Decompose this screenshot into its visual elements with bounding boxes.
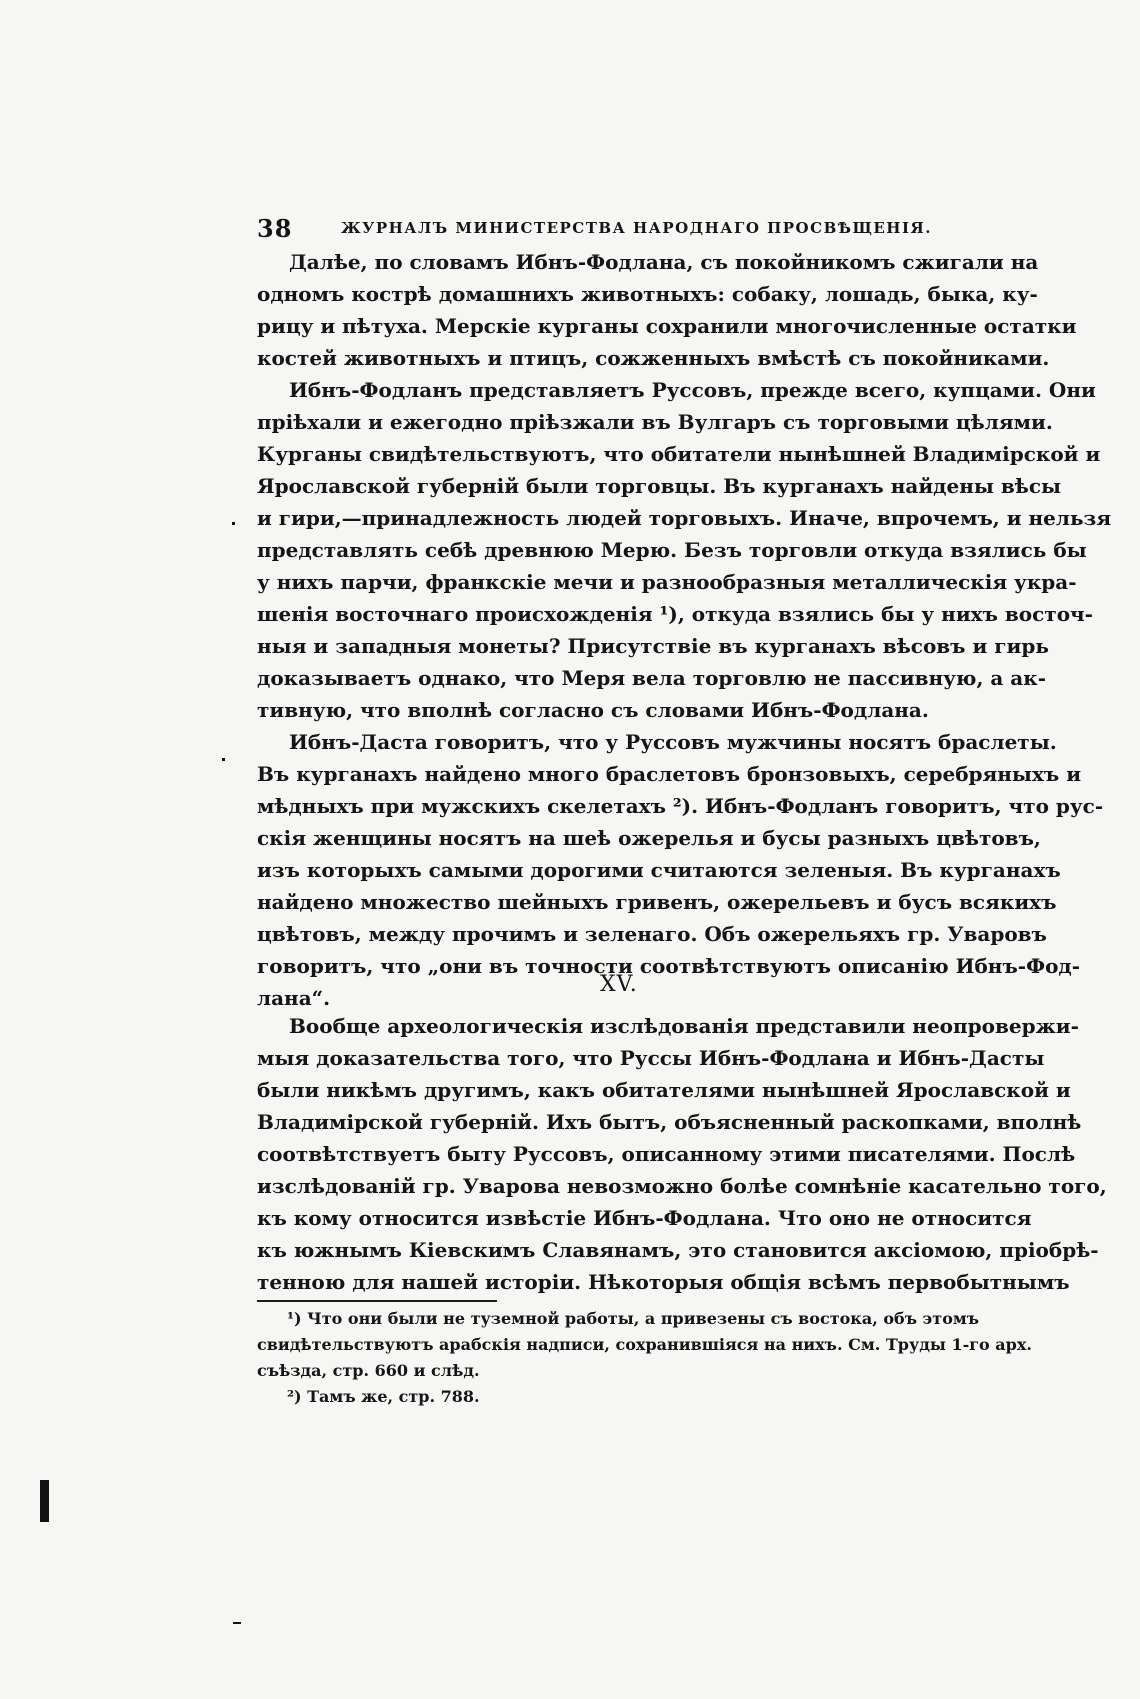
scan-speck <box>232 522 235 525</box>
section-heading: XV. <box>600 972 638 997</box>
text-line: ныя и западныя монеты? Присутствіе въ курганахъ вѣсовъ и гирь <box>257 634 1049 658</box>
text-line: пріѣхали и ежегодно пріѣзжали въ Вулгаръ съ торговыми цѣлями. <box>257 410 1053 434</box>
scan-speck <box>233 1622 241 1624</box>
text-line: найдено множество шейныхъ гривенъ, ожерельевъ и бусъ всякихъ <box>257 890 1057 914</box>
scan-margin-artifact <box>40 1480 49 1522</box>
text-line: къ кому относится извѣстіе Ибнъ-Фодлана. Что оно не относится <box>257 1206 1032 1230</box>
text-line: цвѣтовъ, между прочимъ и зеленаго. Объ ожерельяхъ гр. Уваровъ <box>257 922 1047 946</box>
body-text-before-section <box>257 246 1112 1014</box>
text-line: и гири,—принадлежность людей торговыхъ. Иначе, впрочемъ, и нельзя <box>257 506 1112 530</box>
text-line: у нихъ парчи, франкскіе мечи и разнообразныя металлическія укра- <box>257 570 1077 594</box>
text-line: доказываетъ однако, что Меря вела торговлю не пассивную, а ак- <box>257 666 1046 690</box>
text-line: костей животныхъ и птицъ, сожженныхъ вмѣстѣ съ покойниками. <box>257 346 1050 370</box>
text-line: Ибнъ-Фодланъ представляетъ Руссовъ, прежде всего, купцами. Они <box>289 378 1096 402</box>
footnote-line: ²) Тамъ же, стр. 788. <box>287 1387 480 1406</box>
text-line: Курганы свидѣтельствуютъ, что обитатели нынѣшней Владимірской и <box>257 442 1101 466</box>
text-line: тивную, что вполнѣ согласно съ словами Ибнъ-Фодлана. <box>257 698 929 722</box>
text-line: Ибнъ-Даста говоритъ, что у Руссовъ мужчины носятъ браслеты. <box>289 730 1057 754</box>
text-line: мѣдныхъ при мужскихъ скелетахъ ²). Ибнъ-Фодланъ говоритъ, что рус- <box>257 794 1104 818</box>
text-line: Ярославской губерній были торговцы. Въ курганахъ найдены вѣсы <box>257 474 1062 498</box>
text-line: изъ которыхъ самыми дорогими считаются зеленыя. Въ курганахъ <box>257 858 1061 882</box>
text-line: Далѣе, по словамъ Ибнъ-Фодлана, съ покойникомъ сжигали на <box>289 250 1039 274</box>
text-line: тенною для нашей исторіи. Нѣкоторыя общія всѣмъ первобытнымъ <box>257 1270 1070 1294</box>
footnote-line: съѣзда, стр. 660 и слѣд. <box>257 1361 480 1380</box>
text-line: изслѣдованій гр. Уварова невозможно болѣе сомнѣніе касательно того, <box>257 1174 1107 1198</box>
text-line: Владимірской губерній. Ихъ бытъ, объясненный раскопками, вполнѣ <box>257 1110 1082 1134</box>
footnote-line: свидѣтельствуютъ арабскія надписи, сохранившіяся на нихъ. См. Труды 1-го арх. <box>257 1335 1032 1354</box>
text-line: лана“. <box>257 986 331 1010</box>
page-header <box>257 214 999 244</box>
text-line: были никѣмъ другимъ, какъ обитателями нынѣшней Ярославской и <box>257 1078 1071 1102</box>
text-line: Вообще археологическія изслѣдованія представили неопровержи- <box>289 1014 1079 1038</box>
body-text-after-section <box>257 1010 1107 1298</box>
text-line: скія женщины носятъ на шеѣ ожерелья и бусы разныхъ цвѣтовъ, <box>257 826 1041 850</box>
page-number: 38 <box>257 214 293 243</box>
text-line: одномъ кострѣ домашнихъ животныхъ: собаку, лошадь, быка, ку- <box>257 282 1038 306</box>
text-line: представлять себѣ древнюю Мерю. Безъ торговли откуда взялись бы <box>257 538 1087 562</box>
text-line: Въ курганахъ найдено много браслетовъ бронзовыхъ, серебряныхъ и <box>257 762 1082 786</box>
text-line: соотвѣтствуетъ быту Руссовъ, описанному этими писателями. Послѣ <box>257 1142 1076 1166</box>
running-title: ЖУРНАЛЪ МИНИСТЕРСТВА НАРОДНАГО ПРОСВѢЩЕНІЯ. <box>341 219 932 237</box>
text-line: рицу и пѣтуха. Мерскіе курганы сохранили многочисленные остатки <box>257 314 1077 338</box>
footnotes <box>257 1306 1032 1410</box>
text-line: говоритъ, что „они въ точности соотвѣтствуютъ описанію Ибнъ-Фод- <box>257 954 1081 978</box>
text-line: шенія восточнаго происхожденія ¹), откуда взялись бы у нихъ восточ- <box>257 602 1093 626</box>
scan-speck <box>222 758 225 761</box>
text-line: къ южнымъ Кіевскимъ Славянамъ, это становится аксіомою, пріобрѣ- <box>257 1238 1099 1262</box>
text-line: мыя доказательства того, что Руссы Ибнъ-Фодлана и Ибнъ-Дасты <box>257 1046 1045 1070</box>
footnote-divider <box>257 1300 497 1302</box>
footnote-line: ¹) Что они были не туземной работы, а привезены съ востока, объ этомъ <box>287 1309 980 1328</box>
